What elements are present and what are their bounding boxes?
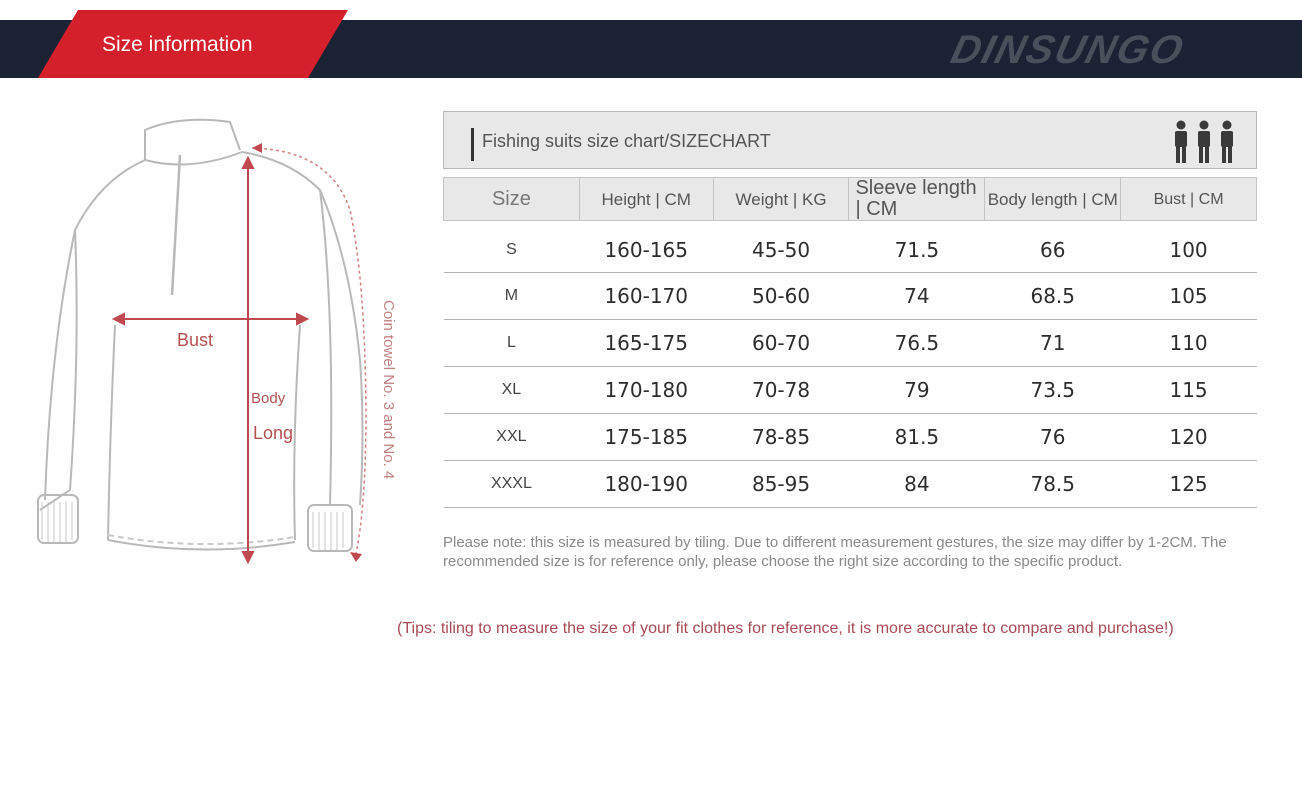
size-cell: XL <box>444 367 580 414</box>
size-cell: M <box>444 273 580 320</box>
table-row <box>444 367 1257 414</box>
table-cell: 50-60 <box>713 273 849 320</box>
table-cell: 85-95 <box>713 461 849 508</box>
title-marker <box>471 128 474 161</box>
table-cell: 105 <box>1121 273 1257 320</box>
size-cell: L <box>444 320 580 367</box>
column-header: Size <box>444 178 580 221</box>
table-cell: 78-85 <box>713 414 849 461</box>
column-header: Body length | CM <box>985 178 1121 221</box>
table-cell: 84 <box>849 461 985 508</box>
table-cell: 71 <box>985 320 1121 367</box>
table-row <box>444 320 1257 367</box>
table-cell: 68.5 <box>985 273 1121 320</box>
bust-label: Bust <box>177 330 214 350</box>
tips-text: (Tips: tiling to measure the size of your fit clothes for reference, it is more accurate to compare and purchase!) <box>397 620 1174 637</box>
table-cell: 165-175 <box>579 320 713 367</box>
table-cell: 79 <box>849 367 985 414</box>
size-chart-title: Fishing suits size chart/SIZECHART <box>482 131 771 151</box>
table-cell: 74 <box>849 273 985 320</box>
column-header: Sleeve length | CM <box>849 178 985 221</box>
table-cell: 70-78 <box>713 367 849 414</box>
measurement-note: Please note: this size is measured by tiling. Due to different measurement gestures, the size may differ by 1-2CM. The recommended size is for reference only, please choose the right size according to the specific product. <box>443 534 1227 570</box>
table-row <box>444 273 1257 320</box>
page-title: Size information <box>102 33 253 56</box>
brand-logo: DINSUNGO <box>946 28 1190 72</box>
table-cell: 115 <box>1121 367 1257 414</box>
size-cell: S <box>444 221 580 273</box>
table-cell: 175-185 <box>579 414 713 461</box>
size-cell: XXXL <box>444 461 580 508</box>
size-table <box>443 177 1257 508</box>
long-label: Long <box>253 423 294 443</box>
table-cell: 120 <box>1121 414 1257 461</box>
table-cell: 110 <box>1121 320 1257 367</box>
table-cell: 66 <box>985 221 1121 273</box>
column-header: Height | CM <box>579 178 713 221</box>
table-cell: 73.5 <box>985 367 1121 414</box>
jacket-outline-icon <box>30 110 420 580</box>
size-cell: XXL <box>444 414 580 461</box>
table-cell: 100 <box>1121 221 1257 273</box>
table-cell: 125 <box>1121 461 1257 508</box>
table-row <box>444 461 1257 508</box>
table-cell: 78.5 <box>985 461 1121 508</box>
column-header: Weight | KG <box>713 178 849 221</box>
table-cell: 81.5 <box>849 414 985 461</box>
table-cell: 76 <box>985 414 1121 461</box>
table-cell: 160-170 <box>579 273 713 320</box>
table-cell: 170-180 <box>579 367 713 414</box>
table-row <box>444 221 1257 273</box>
sleeve-note-label: Coin towel No. 3 and No. 4 <box>380 300 397 480</box>
table-row <box>444 414 1257 461</box>
table-cell: 180-190 <box>579 461 713 508</box>
table-cell: 160-165 <box>579 221 713 273</box>
table-cell: 45-50 <box>713 221 849 273</box>
column-header: Bust | CM <box>1121 178 1257 221</box>
table-cell: 60-70 <box>713 320 849 367</box>
size-chart-header <box>443 111 1257 169</box>
table-cell: 71.5 <box>849 221 985 273</box>
table-header-row <box>444 178 1257 221</box>
body-label: Body <box>251 390 286 407</box>
people-icon <box>1171 120 1237 164</box>
table-cell: 76.5 <box>849 320 985 367</box>
